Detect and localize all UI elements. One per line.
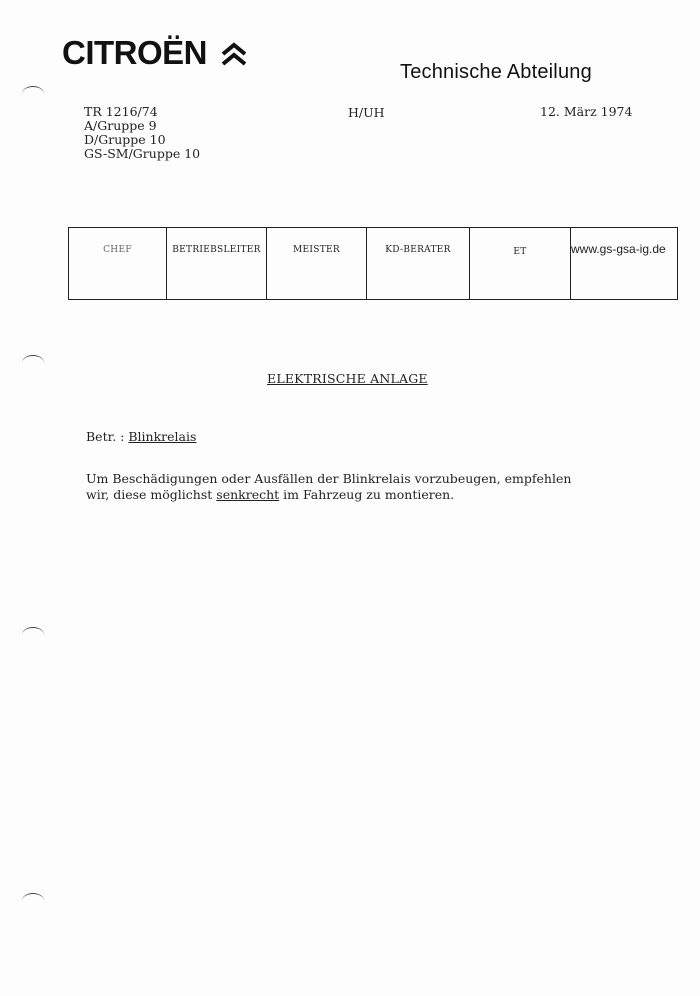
body-paragraph xyxy=(86,471,666,503)
routing-table xyxy=(68,227,678,300)
reference-line: GS-SM/Gruppe 10 xyxy=(84,146,201,161)
reference-line: TR 1216/74 xyxy=(84,104,158,119)
body-line xyxy=(86,487,666,503)
routing-cell-meister xyxy=(266,228,366,299)
body-line: Um Beschädigungen oder Ausfällen der Blinkrelais vorzubeugen, empfehlen xyxy=(86,471,572,486)
routing-cell-chef xyxy=(68,228,166,299)
routing-label: MEISTER xyxy=(293,245,340,255)
punch-hole-mark xyxy=(22,627,44,642)
punch-hole-mark xyxy=(22,355,44,370)
routing-cell-blank xyxy=(570,228,678,299)
citroen-logo: CITROËN xyxy=(62,34,207,71)
reference-line: D/Gruppe 10 xyxy=(84,132,166,147)
routing-label: CHEF xyxy=(103,245,132,255)
subject-line xyxy=(86,429,196,444)
punch-hole-mark xyxy=(22,893,44,908)
routing-cell-kd-berater xyxy=(366,228,469,299)
subject-text: Blinkrelais xyxy=(128,429,197,444)
routing-label: ET xyxy=(513,247,527,257)
double-chevron-icon xyxy=(221,42,247,68)
document-date: 12. März 1974 xyxy=(540,104,633,119)
website-watermark: www.gs-gsa-ig.de xyxy=(571,242,666,256)
body-emphasis: senkrecht xyxy=(216,487,280,502)
body-text: im Fahrzeug zu montieren. xyxy=(283,487,455,502)
section-heading: ELEKTRISCHE ANLAGE xyxy=(267,371,428,386)
reference-line: A/Gruppe 9 xyxy=(84,118,157,133)
reference-block xyxy=(84,105,200,161)
punch-hole-mark xyxy=(22,86,44,101)
routing-cell-et xyxy=(469,228,570,299)
author-initials: H/UH xyxy=(348,105,385,120)
routing-label: BETRIEBSLEITER xyxy=(172,245,261,255)
subject-prefix: Betr. : xyxy=(86,429,125,444)
body-text: wir, diese möglichst xyxy=(86,487,213,502)
department-title: Technische Abteilung xyxy=(400,61,592,83)
routing-label: KD-BERATER xyxy=(385,245,451,255)
routing-cell-betriebsleiter xyxy=(166,228,266,299)
